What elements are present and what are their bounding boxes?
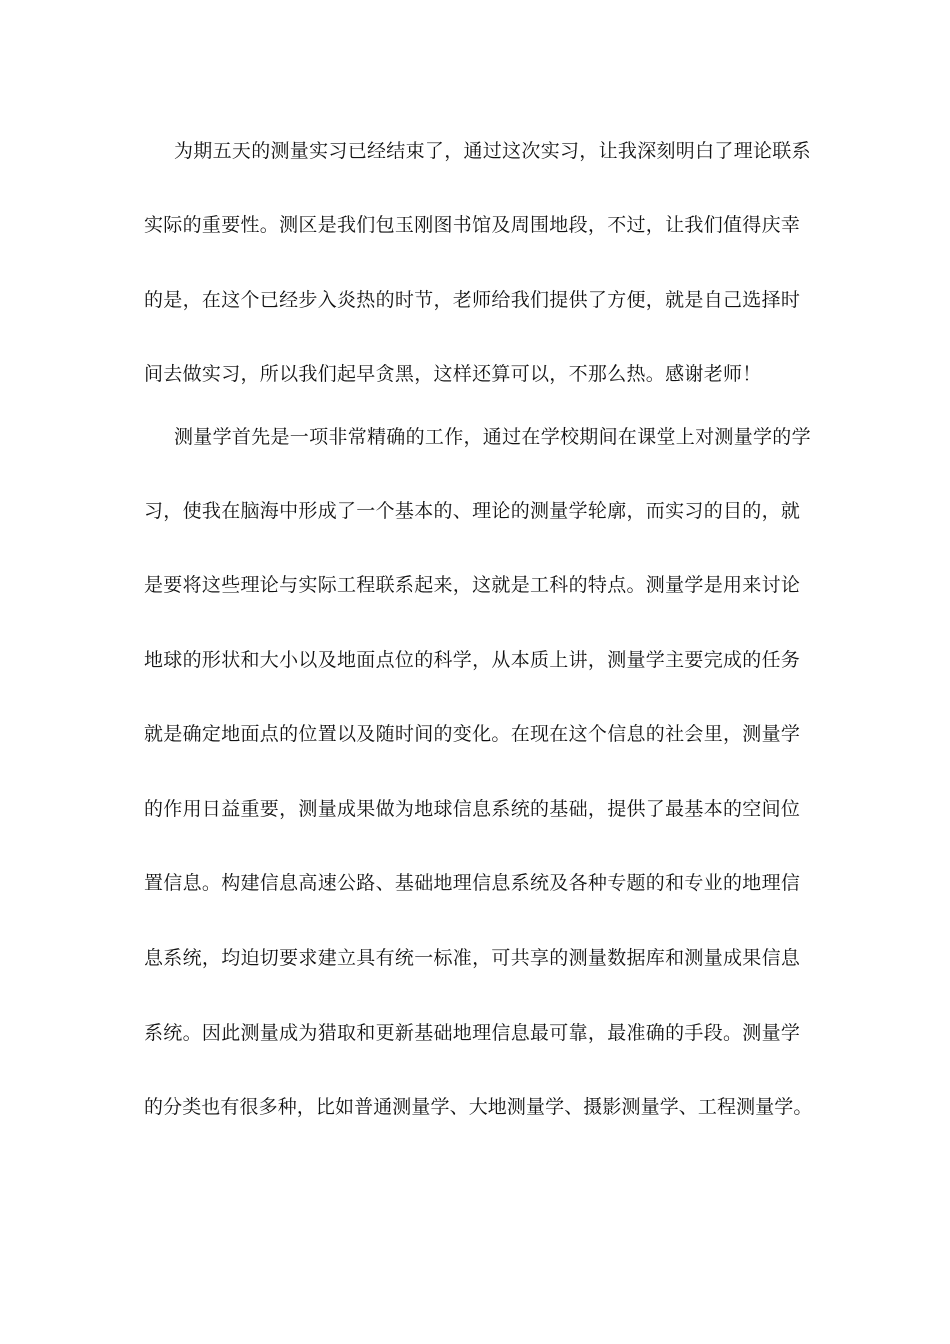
text-line: 的是，在这个已经步入炎热的时节，老师给我们提供了方便，就是自己选择时 <box>144 289 801 311</box>
text-line: 息系统，均迫切要求建立具有统一标准，可共享的测量数据库和测量成果信息 <box>144 947 801 969</box>
text-line: 间去做实习，所以我们起早贪黑，这样还算可以，不那么热。感谢老师！ <box>144 363 762 385</box>
text-line: 习，使我在脑海中形成了一个基本的、理论的测量学轮廓，而实习的目的，就 <box>144 500 801 522</box>
text-line: 置信息。构建信息高速公路、基础地理信息系统及各种专题的和专业的地理信 <box>144 872 801 894</box>
text-line: 测量学首先是一项非常精确的工作，通过在学校期间在课堂上对测量学的学 <box>174 426 811 448</box>
text-line: 为期五天的测量实习已经结束了，通过这次实习，让我深刻明白了理论联系 <box>174 140 811 162</box>
text-line: 系统。因此测量成为猎取和更新基础地理信息最可靠，最准确的手段。测量学 <box>144 1022 801 1044</box>
text-line: 实际的重要性。测区是我们包玉刚图书馆及周围地段，不过，让我们值得庆幸 <box>144 214 801 236</box>
text-line: 是要将这些理论与实际工程联系起来，这就是工科的特点。测量学是用来讨论 <box>144 574 801 596</box>
text-line: 地球的形状和大小以及地面点位的科学，从本质上讲，测量学主要完成的任务 <box>144 649 801 671</box>
text-line: 的分类也有很多种，比如普通测量学、大地测量学、摄影测量学、工程测量学。 <box>144 1096 813 1118</box>
text-line: 的作用日益重要，测量成果做为地球信息系统的基础，提供了最基本的空间位 <box>144 798 801 820</box>
text-line: 就是确定地面点的位置以及随时间的变化。在现在这个信息的社会里，测量学 <box>144 723 801 745</box>
